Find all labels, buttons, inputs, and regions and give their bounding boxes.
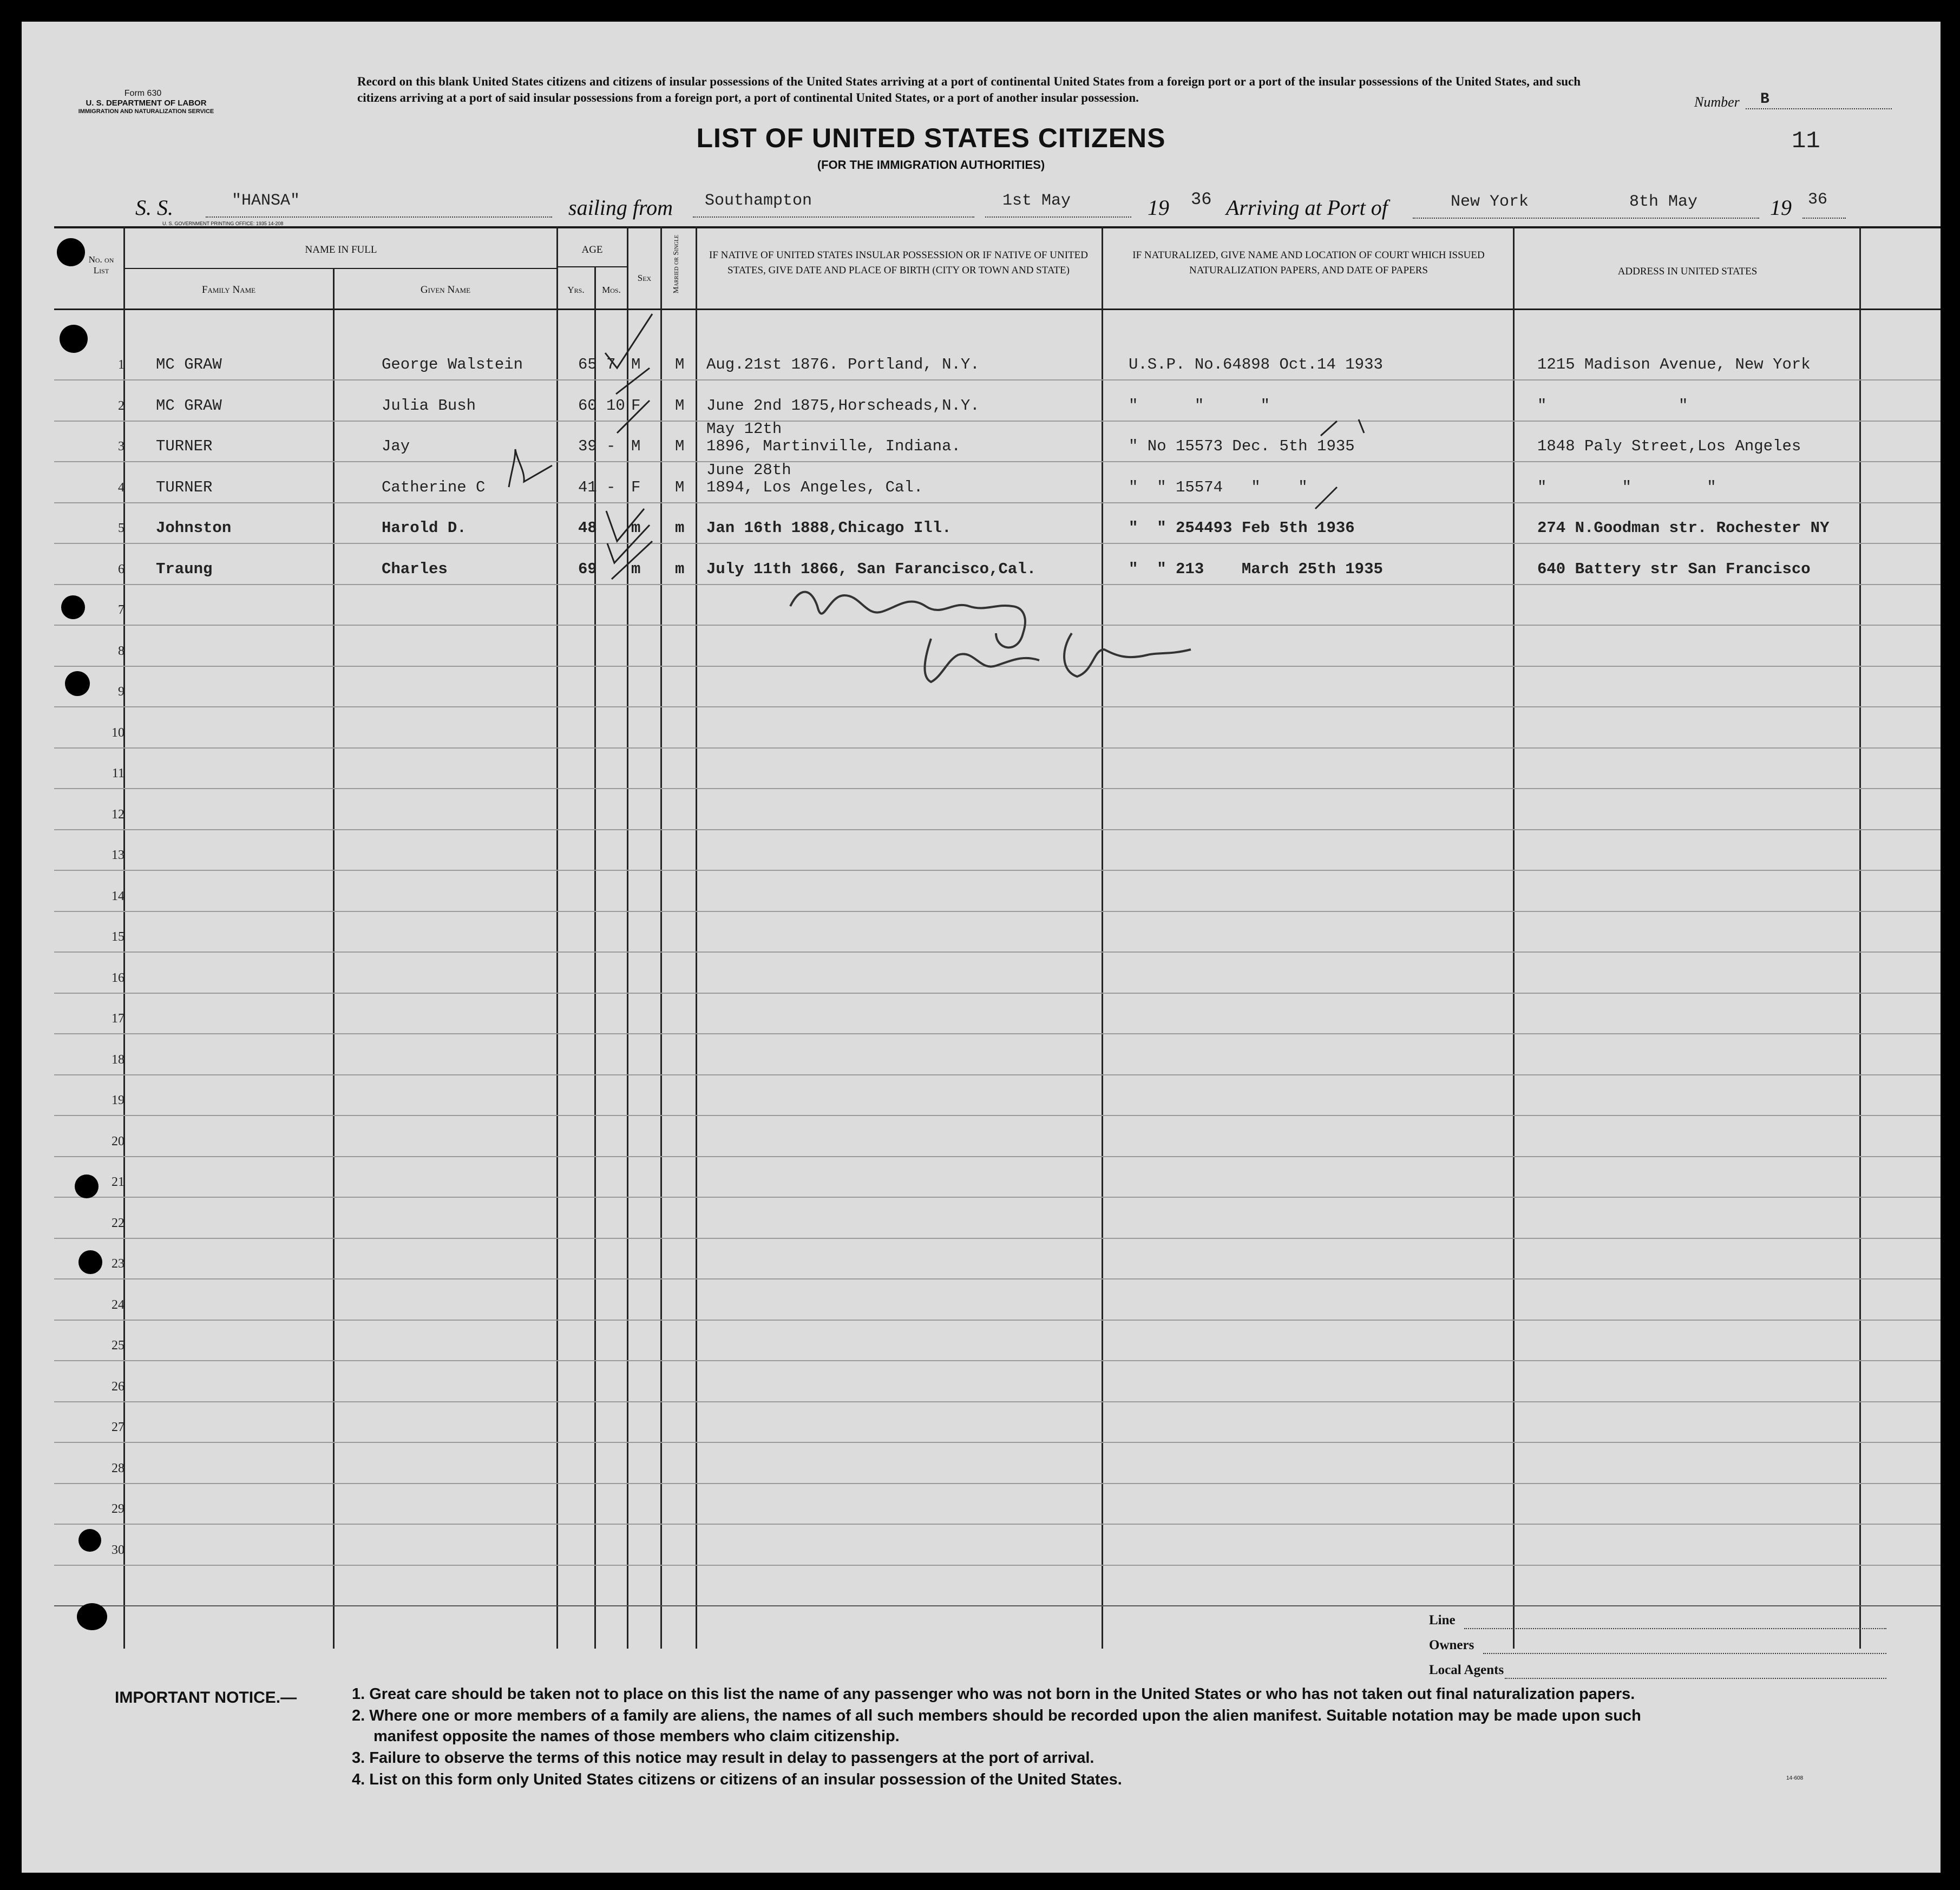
naturalization-cell: " " 213 March 25th 1935 [1129,560,1383,578]
row-number: 8 [118,644,124,658]
departure-date: 1st May [1002,192,1071,210]
birth-info-cell: June 2nd 1875,Horscheads,N.Y. [706,396,980,415]
row-number: 29 [112,1502,124,1516]
header-address: ADDRESS IN UNITED STATES [1617,266,1758,277]
row-number: 20 [112,1134,124,1149]
header-birth: IF NATIVE OF UNITED STATES INSULAR POSSESSION OR IF NATIVE OF UNITED STATES, GIVE DATE AND PLACE OF BIRTH (CITY OR TOWN AND STATE) [709,250,1088,276]
address-cell: 1215 Madison Avenue, New York [1537,356,1811,373]
ss-label: S. S. [135,195,173,220]
row-number: 26 [112,1379,124,1394]
given-name-cell: Julia Bush [382,396,476,415]
birth-date-line: June 28th [706,461,791,479]
age-years-cell: 48 [578,519,597,537]
row-number: 24 [112,1297,124,1312]
family-name-cell: MC GRAW [156,396,222,415]
birth-info-cell: 1894, Los Angeles, Cal. [706,478,923,496]
row-number: 10 [112,725,124,740]
binder-hole [77,1603,107,1630]
row-number: 14 [112,889,124,903]
notice-item-4: 4. List on this form only United States citizens or citizens of an insular possession of the United States. [352,1771,1122,1788]
page-subtitle: (FOR THE IMMIGRATION AUTHORITIES) [817,158,1045,172]
owners-label: Owners [1429,1638,1474,1652]
row-number: 27 [112,1420,124,1434]
binder-hole [60,325,88,353]
row-number: 28 [112,1461,124,1475]
notice-title: IMPORTANT NOTICE.— [115,1689,297,1707]
departure-year-prefix: 19 [1148,195,1169,220]
family-name-cell: TURNER [156,437,213,455]
row-number: 4 [118,480,124,495]
arrival-port: New York [1451,193,1529,211]
row-number: 6 [118,562,124,576]
row-number: 22 [112,1216,124,1230]
header-family-name: Family Name [201,284,256,296]
address-cell: 274 N.Goodman str. Rochester NY [1537,519,1830,537]
sex-cell: M [631,437,641,455]
form-code: 14-608 [1786,1775,1804,1781]
age-years-cell: 41 [578,478,597,496]
address-cell: " " " [1537,478,1716,496]
age-years-cell: 65 [578,356,597,373]
arrival-year: 36 [1808,191,1828,209]
marital-status-cell: m [675,519,685,537]
naturalization-cell: " " 15574 " " [1129,478,1308,496]
row-number: 18 [112,1052,124,1067]
row-number: 2 [118,398,124,413]
binder-hole [61,595,85,619]
marital-status-cell: M [675,478,685,496]
row-number: 25 [112,1338,124,1353]
binder-hole [75,1174,99,1198]
row-number: 21 [112,1175,124,1189]
naturalization-cell: U.S.P. No.64898 Oct.14 1933 [1129,356,1383,373]
given-name-cell: Harold D. [382,519,467,537]
birth-date-line: May 12th [706,420,782,438]
header-yrs: Yrs. [567,285,585,295]
header-sex: Sex [637,273,652,283]
sex-cell: m [631,560,641,578]
department-name: U. S. DEPARTMENT OF LABOR [86,99,207,108]
row-number: 16 [112,970,124,985]
family-name-cell: MC GRAW [156,356,222,373]
age-years-cell: 60 [578,396,597,415]
binder-hole [57,238,85,266]
header-mos: Mos. [602,285,621,295]
sex-cell: F [631,478,641,496]
birth-info-cell: Aug.21st 1876. Portland, N.Y. [706,356,980,373]
age-months-cell: - [606,437,616,455]
age-months-cell: 7 [606,356,616,373]
given-name-cell: George Walstein [382,356,523,373]
row-number: 9 [118,685,124,699]
number-label: Number [1694,94,1740,110]
ship-name: "HANSA" [232,192,300,210]
printing-office-note: U. S. GOVERNMENT PRINTING OFFICE: 1935 14-208 [162,221,284,226]
family-name-cell: TURNER [156,478,213,496]
number-value: B [1760,91,1769,108]
page-number: 11 [1792,128,1820,155]
age-months-cell: 10 [606,396,625,415]
arrival-date: 8th May [1629,193,1698,211]
header-given-name: Given Name [420,284,471,296]
row-number: 23 [112,1257,124,1271]
sex-cell: m [631,519,641,537]
row-number: 13 [112,848,124,862]
address-cell: " " [1537,396,1688,415]
age-months-cell: - [606,478,616,496]
sailing-from-label: sailing from [568,195,673,220]
given-name-cell: Jay [382,437,410,455]
birth-info-cell: July 11th 1866, San Farancisco,Cal. [706,560,1037,578]
age-years-cell: 39 [578,437,597,455]
row-number: 15 [112,930,124,944]
header-no-on-list: No. on List [88,254,114,275]
sex-cell: F [631,396,641,415]
manifest-page [22,22,1941,1873]
row-number: 1 [118,358,124,372]
sex-cell: M [631,356,641,373]
family-name-cell: Traung [156,560,213,578]
header-naturalized: IF NATURALIZED, GIVE NAME AND LOCATION OF COURT WHICH ISSUED NATURALIZATION PAPERS, AND DATE OF PAPERS [1132,250,1485,276]
arrival-year-prefix: 19 [1770,195,1792,220]
marital-status-cell: M [675,356,685,373]
row-number: 17 [112,1012,124,1026]
signature-scribble [769,574,1256,693]
header-age: AGE [581,244,603,255]
instructions-text: Record on this blank United States citizens and citizens of insular possessions of the United States arriving at a port of continental United States from a foreign port or a port of the insular possessions of the United States, and such citizens arriving at a port of said insular possessions from a foreign port, a port of continental United States, or a port of another insular possession. [357,75,1581,104]
binder-hole [78,1250,102,1274]
row-number: 30 [112,1543,124,1557]
arriving-label: Arriving at Port of [1226,195,1388,220]
birth-info-cell: 1896, Martinville, Indiana. [706,437,961,455]
naturalization-cell: " No 15573 Dec. 5th 1935 [1129,437,1355,455]
given-name-cell: Charles [382,560,448,578]
local-agents-label: Local Agents [1429,1663,1504,1677]
naturalization-cell: " " " [1129,396,1270,415]
row-number: 11 [112,766,124,780]
form-number: Form 630 [124,89,162,98]
row-number: 5 [118,521,124,535]
row-number: 7 [118,603,124,617]
age-years-cell: 69 [578,560,597,578]
row-number: 12 [112,807,124,822]
handwritten-check-marks [22,22,1941,1645]
header-married-single: Married or Single [672,234,680,294]
departure-year: 36 [1191,189,1212,209]
binder-hole [65,671,90,696]
notice-item-3: 3. Failure to observe the terms of this notice may result in delay to passengers at the port of arrival. [352,1749,1094,1767]
naturalization-cell: " " 254493 Feb 5th 1936 [1129,519,1355,537]
notice-item-2a: 2. Where one or more members of a family are aliens, the names of all such members should be recorded upon the alien manifest. Suitable notation may be made upon such [352,1707,1641,1724]
given-name-cell: Catherine C [382,478,486,496]
family-name-cell: Johnston [156,519,232,537]
line-label: Line [1429,1613,1456,1628]
departure-port: Southampton [705,192,812,210]
binder-hole [78,1529,101,1552]
marital-status-cell: M [675,437,685,455]
notice-item-1: 1. Great care should be taken not to place on this list the name of any passenger who was not born in the United States or who has not taken out final naturalization papers. [352,1685,1635,1703]
marital-status-cell: M [675,396,685,415]
address-cell: 640 Battery str San Francisco [1537,560,1811,578]
row-number: 3 [118,439,124,454]
birth-info-cell: Jan 16th 1888,Chicago Ill. [706,519,952,537]
service-name: IMMIGRATION AND NATURALIZATION SERVICE [78,108,214,115]
row-number: 19 [112,1093,124,1107]
marital-status-cell: m [675,560,685,578]
address-cell: 1848 Paly Street,Los Angeles [1537,437,1801,455]
page-title: LIST OF UNITED STATES CITIZENS [696,123,1166,153]
header-name-in-full: NAME IN FULL [305,244,377,255]
notice-item-2b: manifest opposite the names of those members who claim citizenship. [373,1728,900,1745]
